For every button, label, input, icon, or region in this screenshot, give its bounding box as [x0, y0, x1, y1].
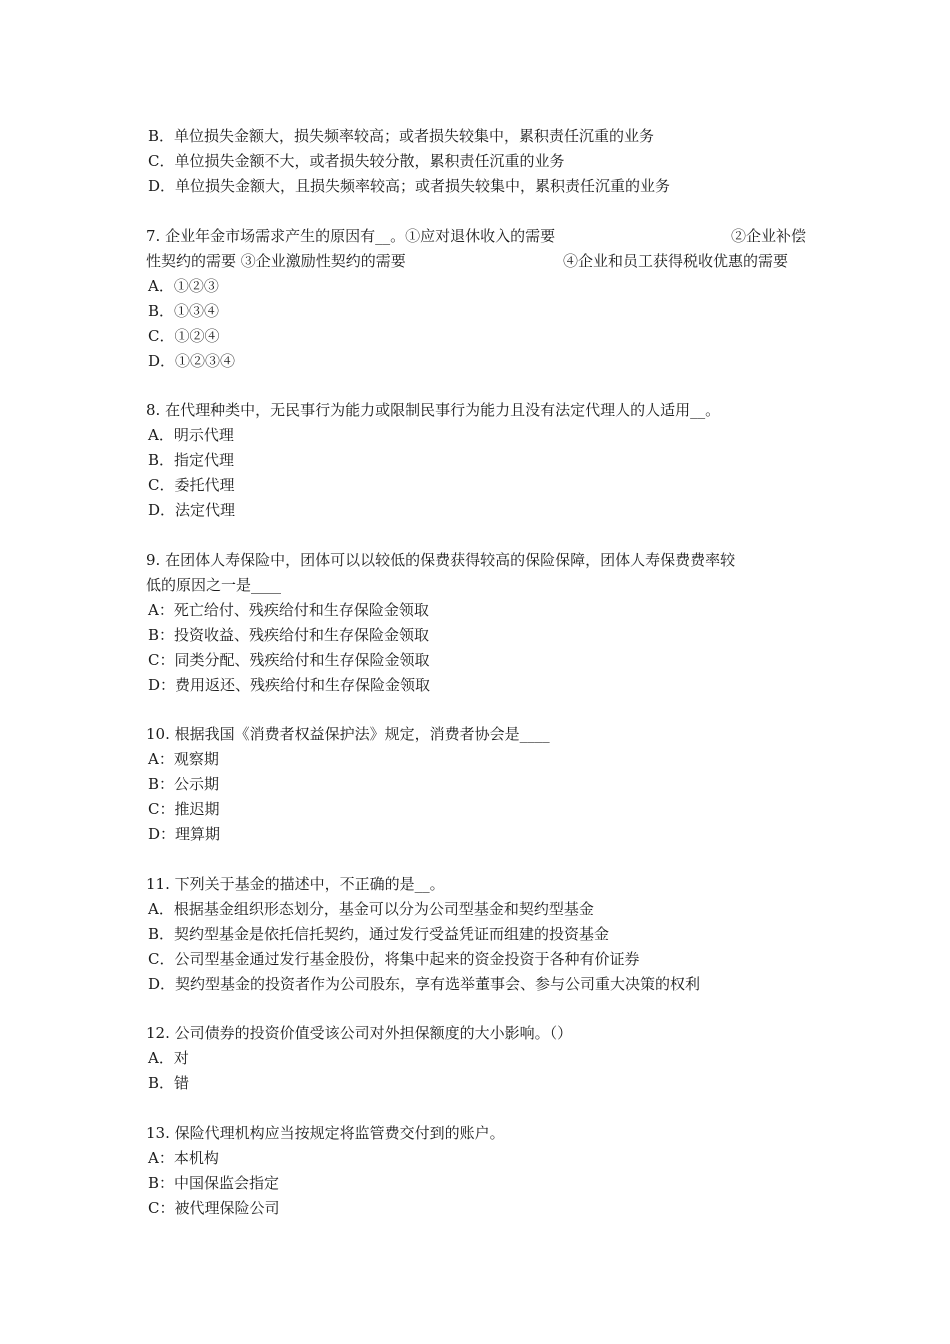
option-b: B．契约型基金是依托信托契约，通过发行受益凭证而组建的投资基金 — [148, 925, 610, 943]
option-d: D：理算期 — [148, 825, 221, 843]
option-b: B．单位损失金额大，损失频率较高；或者损失较集中，累积责任沉重的业务 — [148, 127, 655, 145]
option-c: C．委托代理 — [148, 476, 235, 494]
question-stem-continued: 低的原因之一是____ — [146, 576, 282, 594]
option-c: C．公司型基金通过发行基金股份，将集中起来的资金投资于各种有价证券 — [148, 950, 640, 968]
stem-part: 性契约的需要 ③企业激励性契约的需要 — [146, 252, 406, 270]
option-d: D：费用返还、残疾给付和生存保险金领取 — [148, 676, 431, 694]
question-stem: 10. 根据我国《消费者权益保护法》规定，消费者协会是____ — [146, 725, 550, 743]
option-b: B：中国保监会指定 — [148, 1174, 280, 1192]
option-a: A：观察期 — [148, 750, 219, 768]
option-d: D．法定代理 — [148, 501, 236, 519]
question-stem — [146, 249, 806, 274]
option-b: B．①③④ — [148, 302, 220, 320]
question-stem: 9. 在团体人寿保险中，团体可以以较低的保费获得较高的保险保障，团体人寿保费费率较 — [146, 551, 736, 569]
option-d: D．单位损失金额大，且损失频率较高；或者损失较集中，累积责任沉重的业务 — [148, 177, 671, 195]
question-stem: 13. 保险代理机构应当按规定将监管费交付到的账户。 — [146, 1124, 505, 1142]
stem-part: 7. 企业年金市场需求产生的原因有__。①应对退休收入的需要 — [146, 227, 556, 245]
question-stem: 8. 在代理种类中，无民事行为能力或限制民事行为能力且没有法定代理人的人适用__。 — [146, 401, 721, 419]
question-stem: 11. 下列关于基金的描述中，不正确的是__。 — [146, 875, 445, 893]
option-a: A．明示代理 — [148, 426, 234, 444]
question-12 — [146, 1021, 826, 1096]
option-a: A：本机构 — [148, 1149, 219, 1167]
option-c: C：被代理保险公司 — [148, 1199, 280, 1217]
option-b: B．指定代理 — [148, 451, 235, 469]
option-b: B：投资收益、残疾给付和生存保险金领取 — [148, 626, 430, 644]
question-7 — [146, 224, 826, 374]
stem-part: ④企业和员工获得税收优惠的需要 — [562, 252, 788, 270]
option-d: D．①②③④ — [148, 352, 236, 370]
option-a: A．对 — [148, 1049, 189, 1067]
option-a: A．①②③ — [148, 277, 219, 295]
question-10 — [146, 722, 826, 847]
question-6-tail — [146, 124, 826, 199]
option-a: A．根据基金组织形态划分，基金可以分为公司型基金和契约型基金 — [148, 900, 594, 918]
question-11 — [146, 872, 826, 997]
option-b: B．错 — [148, 1074, 190, 1092]
option-a: A：死亡给付、残疾给付和生存保险金领取 — [148, 601, 429, 619]
question-8 — [146, 398, 826, 523]
option-b: B：公示期 — [148, 775, 220, 793]
option-c: C：同类分配、残疾给付和生存保险金领取 — [148, 651, 430, 669]
option-c: C．①②④ — [148, 327, 220, 345]
question-stem — [146, 224, 806, 249]
question-13 — [146, 1121, 826, 1221]
option-c: C．单位损失金额不大，或者损失较分散，累积责任沉重的业务 — [148, 152, 565, 170]
question-9 — [146, 548, 826, 698]
option-d: D．契约型基金的投资者作为公司股东，享有选举董事会、参与公司重大决策的权利 — [148, 975, 701, 993]
option-c: C：推迟期 — [148, 800, 220, 818]
stem-part: ②企业补偿 — [730, 227, 806, 245]
question-stem: 12. 公司债券的投资价值受该公司对外担保额度的大小影响。（） — [146, 1024, 573, 1042]
